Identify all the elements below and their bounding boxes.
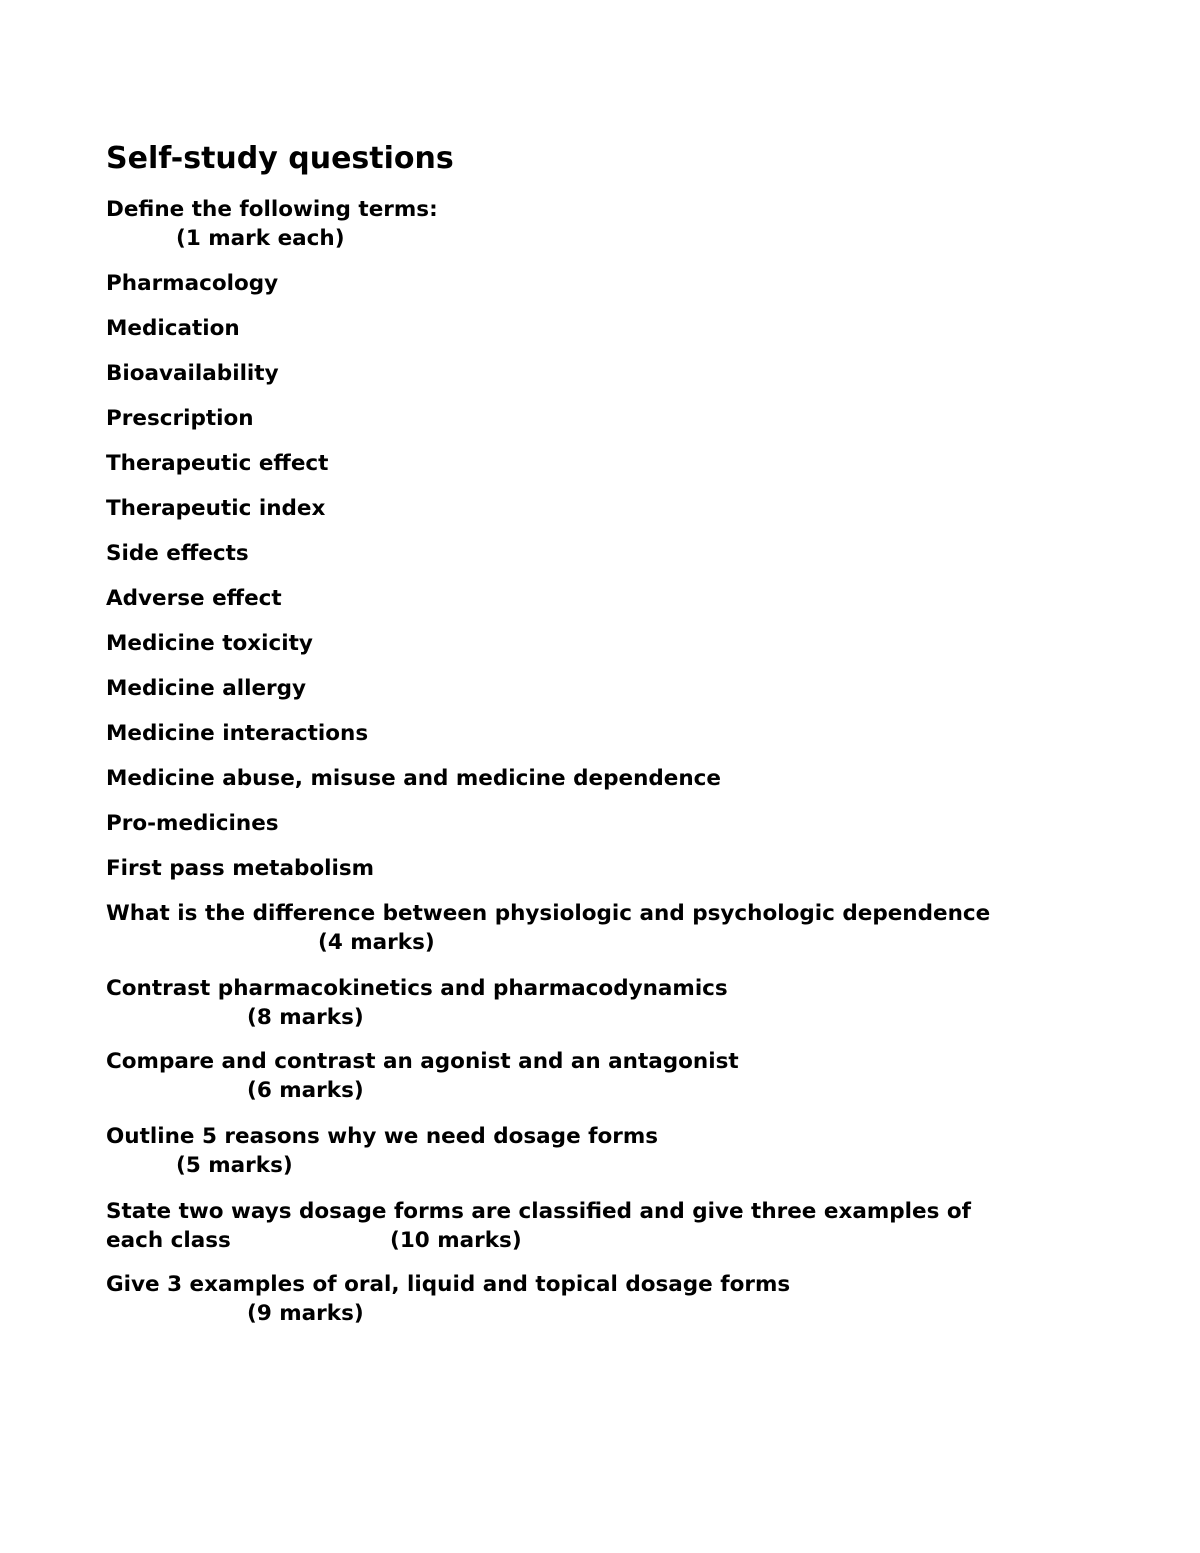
question-marks: (4 marks) <box>318 930 435 955</box>
term-item: Medicine toxicity <box>106 631 313 656</box>
question-text-continued: each class <box>106 1228 231 1253</box>
define-marks: (1 mark each) <box>176 226 345 251</box>
term-item: Adverse effect <box>106 586 282 611</box>
question-text: What is the difference between physiologic and psychologic dependence <box>106 901 991 926</box>
term-item: Medicine abuse, misuse and medicine dependence <box>106 766 721 791</box>
question-marks: (9 marks) <box>247 1301 364 1326</box>
question-marks: (5 marks) <box>176 1153 293 1178</box>
term-item: Therapeutic effect <box>106 451 329 476</box>
term-item: Pro-medicines <box>106 811 279 836</box>
question-marks: (10 marks) <box>390 1228 522 1253</box>
question-text: Contrast pharmacokinetics and pharmacodynamics <box>106 976 728 1001</box>
term-item: First pass metabolism <box>106 856 375 881</box>
question-text: Outline 5 reasons why we need dosage forms <box>106 1124 659 1149</box>
question-marks: (6 marks) <box>247 1078 364 1103</box>
question-marks: (8 marks) <box>247 1005 364 1030</box>
term-item: Bioavailability <box>106 361 279 386</box>
page-title: Self-study questions <box>106 141 454 176</box>
term-item: Medication <box>106 316 240 341</box>
define-intro: Define the following terms: <box>106 197 438 222</box>
term-item: Medicine interactions <box>106 721 369 746</box>
question-text: Give 3 examples of oral, liquid and topical dosage forms <box>106 1272 791 1297</box>
question-text: Compare and contrast an agonist and an antagonist <box>106 1049 739 1074</box>
term-item: Therapeutic index <box>106 496 326 521</box>
term-item: Pharmacology <box>106 271 279 296</box>
term-item: Medicine allergy <box>106 676 307 701</box>
question-text: State two ways dosage forms are classified and give three examples of <box>106 1199 971 1224</box>
term-item: Side effects <box>106 541 249 566</box>
term-item: Prescription <box>106 406 254 431</box>
